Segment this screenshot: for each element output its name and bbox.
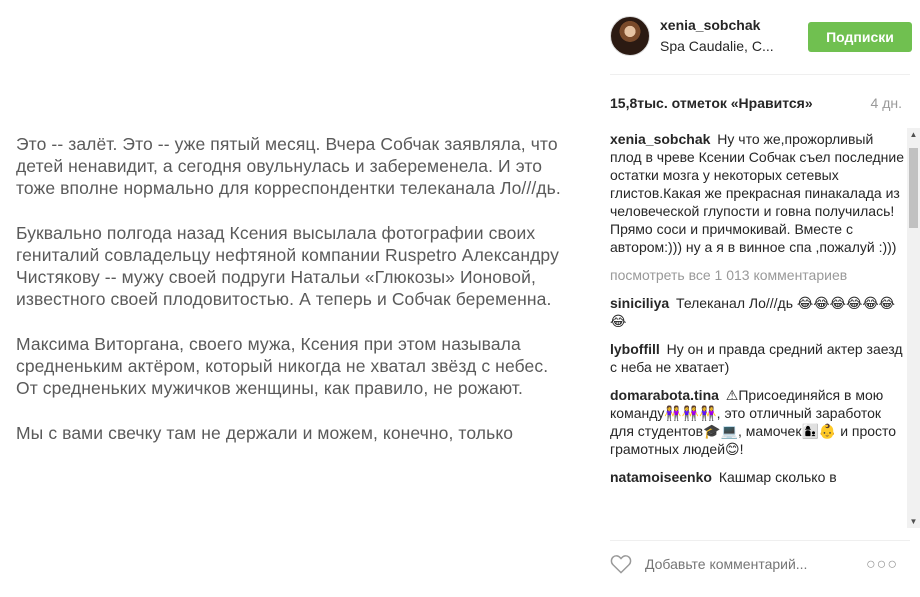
scrollbar-thumb[interactable] [909, 148, 918, 228]
comment-author[interactable]: domarabota.tina [610, 387, 719, 403]
comment-text: ⚠Присоединяйся в мою команду👭👭👭, это отличный заработок для студентов🎓💻, мамочек👩‍👦👶 и просто грамотных людей😊! [610, 387, 897, 457]
post-time[interactable]: 4 дн. [870, 95, 902, 111]
username-link[interactable]: xenia_sobchak [660, 17, 761, 33]
footer-divider [610, 540, 910, 541]
comment-author[interactable]: natamoiseenko [610, 469, 712, 485]
list-item [610, 468, 906, 486]
post-paragraph: Мы с вами свечку там не держали и можем, конечно, только [16, 423, 514, 443]
caption [610, 130, 906, 256]
header-divider [610, 74, 910, 75]
comment-author[interactable]: lyboffill [610, 341, 660, 357]
scroll-up-icon[interactable]: ▲ [909, 130, 918, 139]
location-link[interactable]: Spa Caudalie, C... [660, 38, 774, 54]
scroll-down-icon[interactable]: ▼ [909, 517, 918, 526]
more-options-icon[interactable]: ○○○ [866, 556, 898, 573]
list-item [610, 340, 906, 376]
comments-list [610, 130, 906, 530]
comment-text: Кашмар сколько в [718, 469, 837, 485]
list-item [610, 294, 906, 330]
list-item [610, 386, 906, 458]
comments-scrollbar[interactable] [907, 128, 920, 528]
comment-text: Ну он и правда средний актер заезд с неба не хватает) [610, 341, 903, 375]
post-details-panel [590, 0, 920, 597]
comment-text: Телеканал Ло///дь 😂😂😂😂😂😂😂 [610, 295, 896, 329]
likes-count[interactable]: 15,8тыс. отметок «Нравится» [610, 95, 813, 111]
post-image-text [16, 133, 586, 455]
post-paragraph: Это -- залёт. Это -- уже пятый месяц. Вчера Собчак заявляла, что детей ненавидит, а сегодня овульнулась и забеременела. И это тоже вполне нормально для корреспондентки телеканала Ло///дь. [16, 134, 561, 198]
avatar[interactable] [610, 16, 650, 56]
following-button[interactable]: Подписки [808, 22, 912, 52]
comment-author[interactable]: siniciliya [610, 295, 670, 311]
post-paragraph: Максима Виторгана, своего мужа, Ксения при этом называла средненьким актёром, который никогда не хватал звёзд с небес. От средненьких мужичков женщины, как правило, не рожают. [16, 334, 549, 398]
comment-text: Ну что же,прожорливый плод в чреве Ксении Собчак съел последние остатки мозга у некоторых сетевых глистов.Какая же прекрасная пинакалада из человеческой глупости и говна получилась! Прямо соси и причмокивай. Вместе с автором:))) ну а я в винное спа ,пожалуй :))) [610, 131, 904, 255]
post-header [610, 14, 910, 60]
comment-author[interactable]: xenia_sobchak [610, 131, 711, 147]
post-paragraph: Буквально полгода назад Ксения высылала фотографии своих гениталий совладельцу нефтяной компании Ruspetro Александру Чистякову -- мужу своей подруги Натальи «Глюкозы» Ионовой, известного своей плодовитостью. А теперь и Собчак беременна. [16, 223, 559, 309]
view-all-comments-link[interactable]: посмотреть все 1 013 комментариев [610, 267, 848, 283]
heart-icon[interactable] [610, 554, 632, 574]
add-comment-input[interactable] [645, 556, 865, 572]
